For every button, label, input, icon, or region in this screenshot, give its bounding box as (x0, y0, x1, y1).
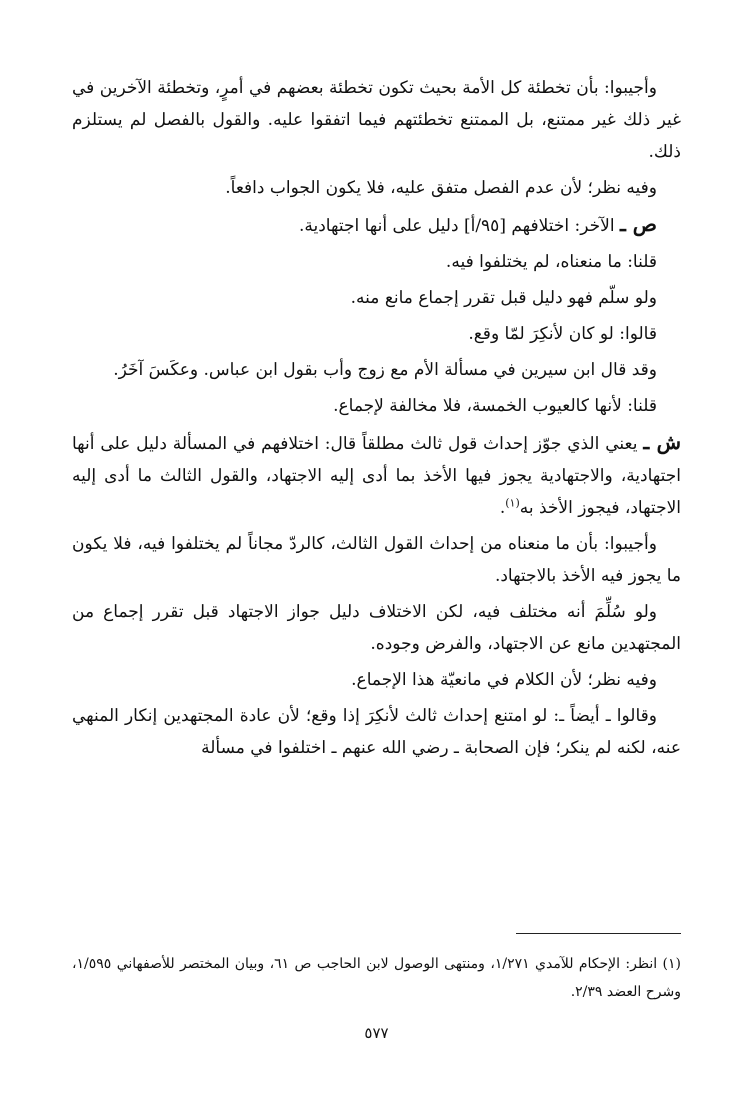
paragraph: وأجيبوا: بأن تخطئة كل الأمة بحيث تكون تخطئة بعضهم في أمرٍ، وتخطئة الآخرين في غير ذلك غير ممتنع، بل الممتنع تخطئتهم فيما اتفقوا عليه. والقول بالفصل لم يستلزم ذلك. (72, 78, 681, 162)
paragraph: قلنا: لأنها كالعيوب الخمسة، فلا مخالفة لإجماع. (333, 396, 657, 416)
main-text (72, 72, 681, 768)
paragraph: قالوا: لو كان لأنكِرَ لمّا وقع. (468, 324, 657, 344)
paragraph: ولو سلّم فهو دليل قبل تقرر إجماع مانع منه. (350, 288, 657, 308)
paragraph: وقد قال ابن سيرين في مسألة الأم مع زوج وأب بقول ابن عباس. وعكَسَ آخَرُ. (113, 360, 657, 380)
paragraph: قلنا: ما منعناه، لم يختلفوا فيه. (445, 252, 657, 272)
paragraph: ش ـ يعني الذي جوّز إحداث قول ثالث مطلقاً قال: اختلافهم في المسألة دليل على أنها اجتهادية، والاجتهادية يجوز فيها الأخذ بما أدى إليه الاجتهاد، والقول الثالث ما أدى إليه الاجتهاد، فيجوز الأخذ به$^{(١)}$. (72, 430, 682, 518)
footnote: (١) انظر: الإحكام للآمدي ١/٢٧١، ومنتهى الوصول لابن الحاجب ص ٦١، وبيان المختصر للأصفهاني ١/٥٩٥، وشرح العضد ٢/٣٩. (72, 956, 681, 1000)
page-number: ٥٧٧ (364, 1024, 389, 1042)
section-marker-shin: ش ـ (643, 430, 682, 454)
footnote-separator (516, 933, 681, 934)
footnote-reference[interactable]: (١) (505, 496, 520, 510)
paragraph: وقالوا ـ أيضاً ـ: لو امتنع إحداث ثالث لأنكِرَ إذا وقع؛ لأن عادة المجتهدين إنكار المنهي عنه، لكنه لم ينكر؛ فإن الصحابة ـ رضي الله عنهم ـ اختلفوا في مسألة (72, 706, 681, 758)
paragraph: ص ـ الآخر: اختلافهم [٩٥/أ] دليل على أنها اجتهادية. (298, 212, 657, 236)
paragraph: ولو سُلِّمَ أنه مختلف فيه، لكن الاختلاف دليل جواز الاجتهاد قبل تقرر إجماع من المجتهدين مانع عن الاجتهاد، والفرض وجوده. (72, 602, 681, 654)
section-marker-sad: ص ـ (619, 212, 657, 236)
paragraph: وفيه نظر؛ لأن عدم الفصل متفق عليه، فلا يكون الجواب دافعاً. (225, 178, 657, 198)
paragraph: وفيه نظر؛ لأن الكلام في مانعيّة هذا الإجماع. (351, 670, 657, 690)
paragraph: وأجيبوا: بأن ما منعناه من إحداث القول الثالث، كالردّ مجاناً لم يختلفوا فيه، فلا يكون ما يجوز فيه الأخذ بالاجتهاد. (72, 534, 681, 586)
